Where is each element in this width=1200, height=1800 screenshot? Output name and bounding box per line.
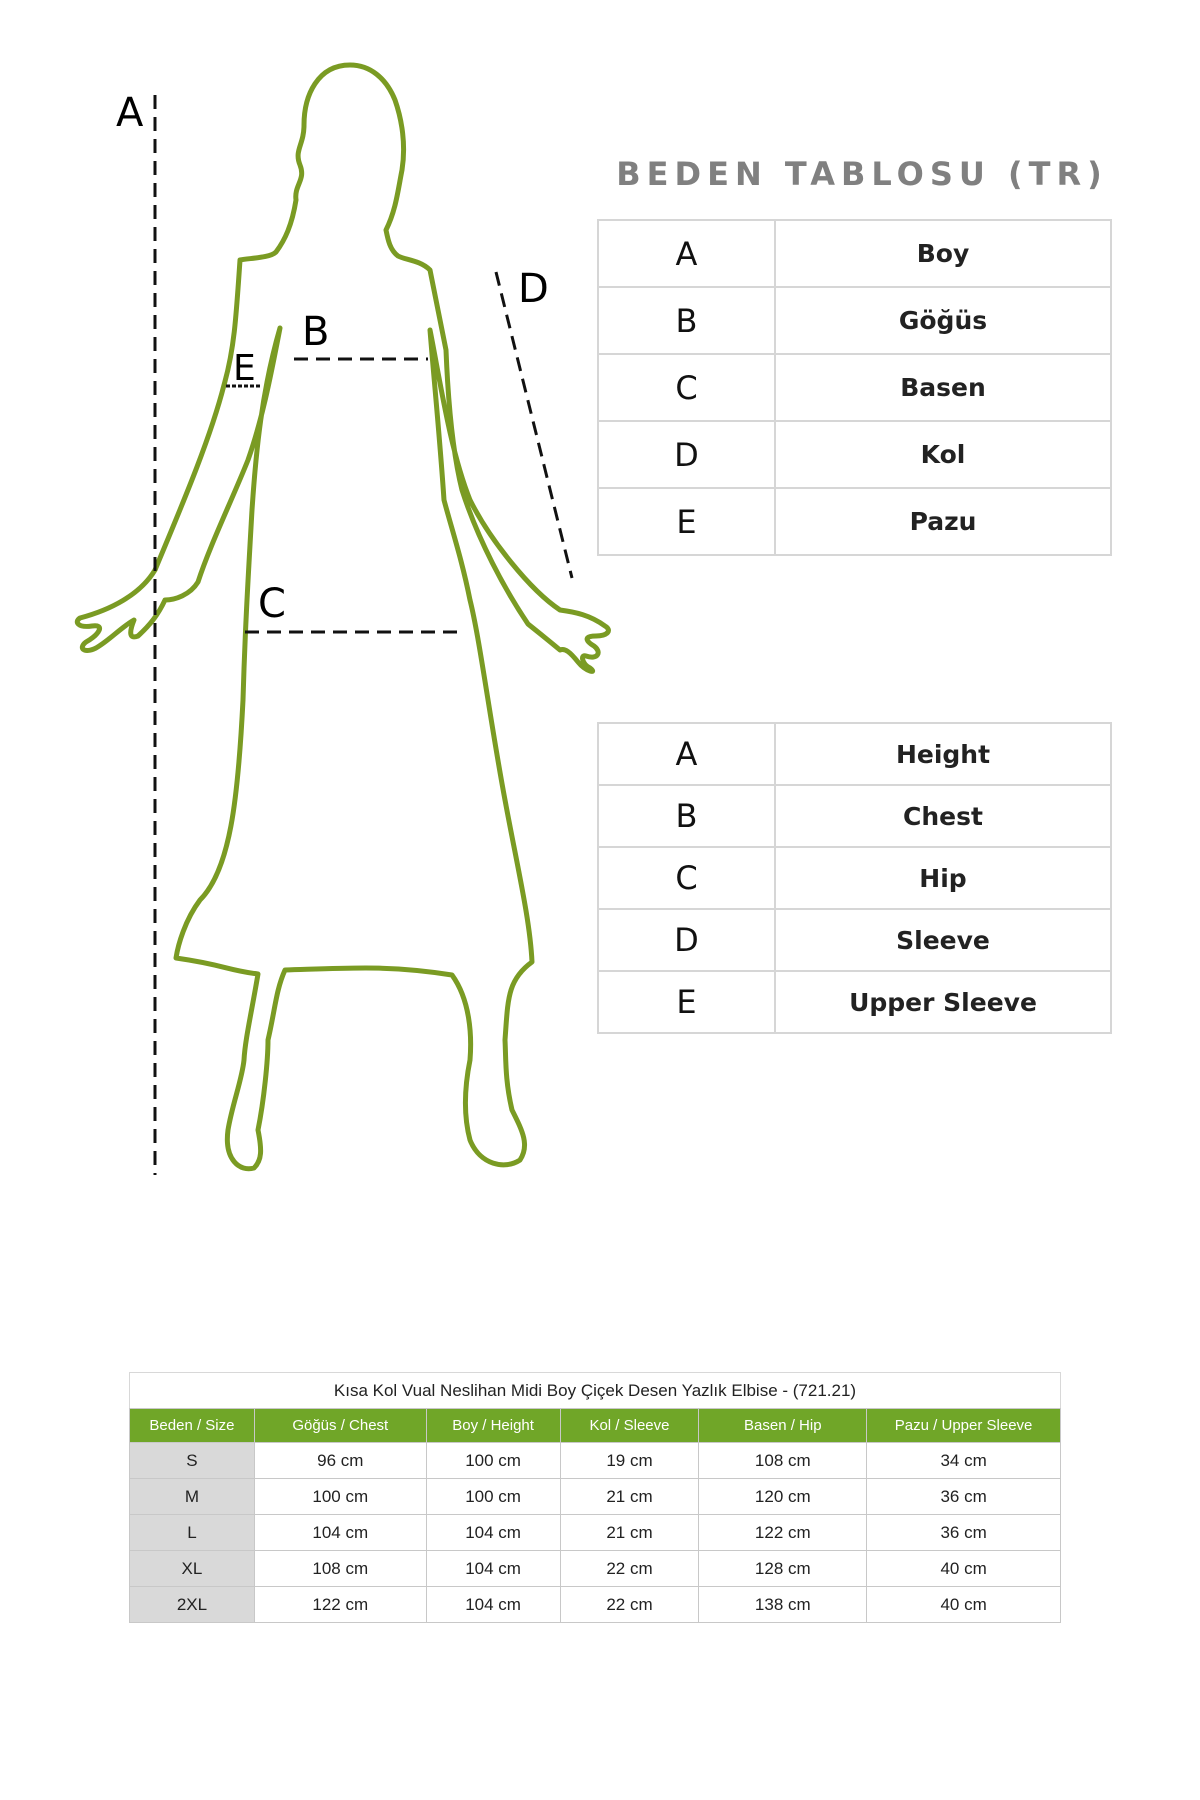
legend-code: C (598, 847, 775, 909)
legend-code: C (598, 354, 775, 421)
legend-name: Göğüs (775, 287, 1111, 354)
hip-cell: 128 cm (699, 1551, 867, 1587)
size-cell: S (130, 1443, 255, 1479)
upper-sleeve-cell: 40 cm (867, 1587, 1061, 1623)
header-sleeve: Kol / Sleeve (560, 1409, 699, 1443)
header-hip: Basen / Hip (699, 1409, 867, 1443)
legend-name: Chest (775, 785, 1111, 847)
legend-name: Hip (775, 847, 1111, 909)
legend-row (598, 354, 1111, 421)
body-figure (0, 0, 680, 1230)
label-e: E (233, 348, 256, 389)
legend-row (598, 220, 1111, 287)
legend-table-en (597, 722, 1112, 1034)
sleeve-cell: 19 cm (560, 1443, 699, 1479)
header-size: Beden / Size (130, 1409, 255, 1443)
legend-row (598, 421, 1111, 488)
measure-line-d (496, 272, 572, 578)
hip-cell: 120 cm (699, 1479, 867, 1515)
size-cell: L (130, 1515, 255, 1551)
chest-cell: 100 cm (254, 1479, 426, 1515)
header-height: Boy / Height (426, 1409, 560, 1443)
legend-code: E (598, 971, 775, 1033)
hip-cell: 108 cm (699, 1443, 867, 1479)
legend-row (598, 971, 1111, 1033)
legend-table-tr (597, 219, 1112, 556)
header-chest: Göğüs / Chest (254, 1409, 426, 1443)
height-cell: 100 cm (426, 1443, 560, 1479)
table-row (130, 1479, 1061, 1515)
table-row (130, 1587, 1061, 1623)
sleeve-cell: 22 cm (560, 1551, 699, 1587)
legend-code: A (598, 220, 775, 287)
upper-sleeve-cell: 36 cm (867, 1515, 1061, 1551)
size-table-caption: Kısa Kol Vual Neslihan Midi Boy Çiçek Desen Yazlık Elbise - (721.21) (129, 1372, 1061, 1408)
height-cell: 100 cm (426, 1479, 560, 1515)
body-outline-diagram (0, 0, 680, 1230)
legend-row (598, 785, 1111, 847)
height-cell: 104 cm (426, 1515, 560, 1551)
label-d: D (518, 266, 549, 312)
sleeve-cell: 21 cm (560, 1479, 699, 1515)
legend-row (598, 488, 1111, 555)
legend-code: D (598, 421, 775, 488)
chest-cell: 108 cm (254, 1551, 426, 1587)
size-cell: M (130, 1479, 255, 1515)
silhouette-outline (77, 65, 608, 1169)
chest-cell: 104 cm (254, 1515, 426, 1551)
header-upper-sleeve: Pazu / Upper Sleeve (867, 1409, 1061, 1443)
label-c: C (258, 581, 286, 627)
legend-name: Boy (775, 220, 1111, 287)
table-row (130, 1551, 1061, 1587)
size-table-header-row (130, 1409, 1061, 1443)
table-row (130, 1515, 1061, 1551)
legend-name: Pazu (775, 488, 1111, 555)
legend-code: E (598, 488, 775, 555)
label-b: B (302, 309, 330, 355)
table-row (130, 1443, 1061, 1479)
legend-name: Height (775, 723, 1111, 785)
chest-cell: 96 cm (254, 1443, 426, 1479)
upper-sleeve-cell: 36 cm (867, 1479, 1061, 1515)
hip-cell: 138 cm (699, 1587, 867, 1623)
label-a: A (116, 90, 144, 136)
height-cell: 104 cm (426, 1587, 560, 1623)
legend-row (598, 847, 1111, 909)
legend-name: Basen (775, 354, 1111, 421)
legend-code: D (598, 909, 775, 971)
size-chart-table (129, 1372, 1061, 1623)
legend-code: A (598, 723, 775, 785)
legend-code: B (598, 287, 775, 354)
page-title: BEDEN TABLOSU (TR) (616, 155, 1108, 193)
height-cell: 104 cm (426, 1551, 560, 1587)
sleeve-cell: 22 cm (560, 1587, 699, 1623)
chest-cell: 122 cm (254, 1587, 426, 1623)
legend-row (598, 909, 1111, 971)
upper-sleeve-cell: 34 cm (867, 1443, 1061, 1479)
size-cell: 2XL (130, 1587, 255, 1623)
legend-name: Kol (775, 421, 1111, 488)
legend-row (598, 287, 1111, 354)
legend-code: B (598, 785, 775, 847)
hip-cell: 122 cm (699, 1515, 867, 1551)
sleeve-cell: 21 cm (560, 1515, 699, 1551)
legend-row (598, 723, 1111, 785)
upper-sleeve-cell: 40 cm (867, 1551, 1061, 1587)
size-cell: XL (130, 1551, 255, 1587)
legend-name: Upper Sleeve (775, 971, 1111, 1033)
legend-name: Sleeve (775, 909, 1111, 971)
